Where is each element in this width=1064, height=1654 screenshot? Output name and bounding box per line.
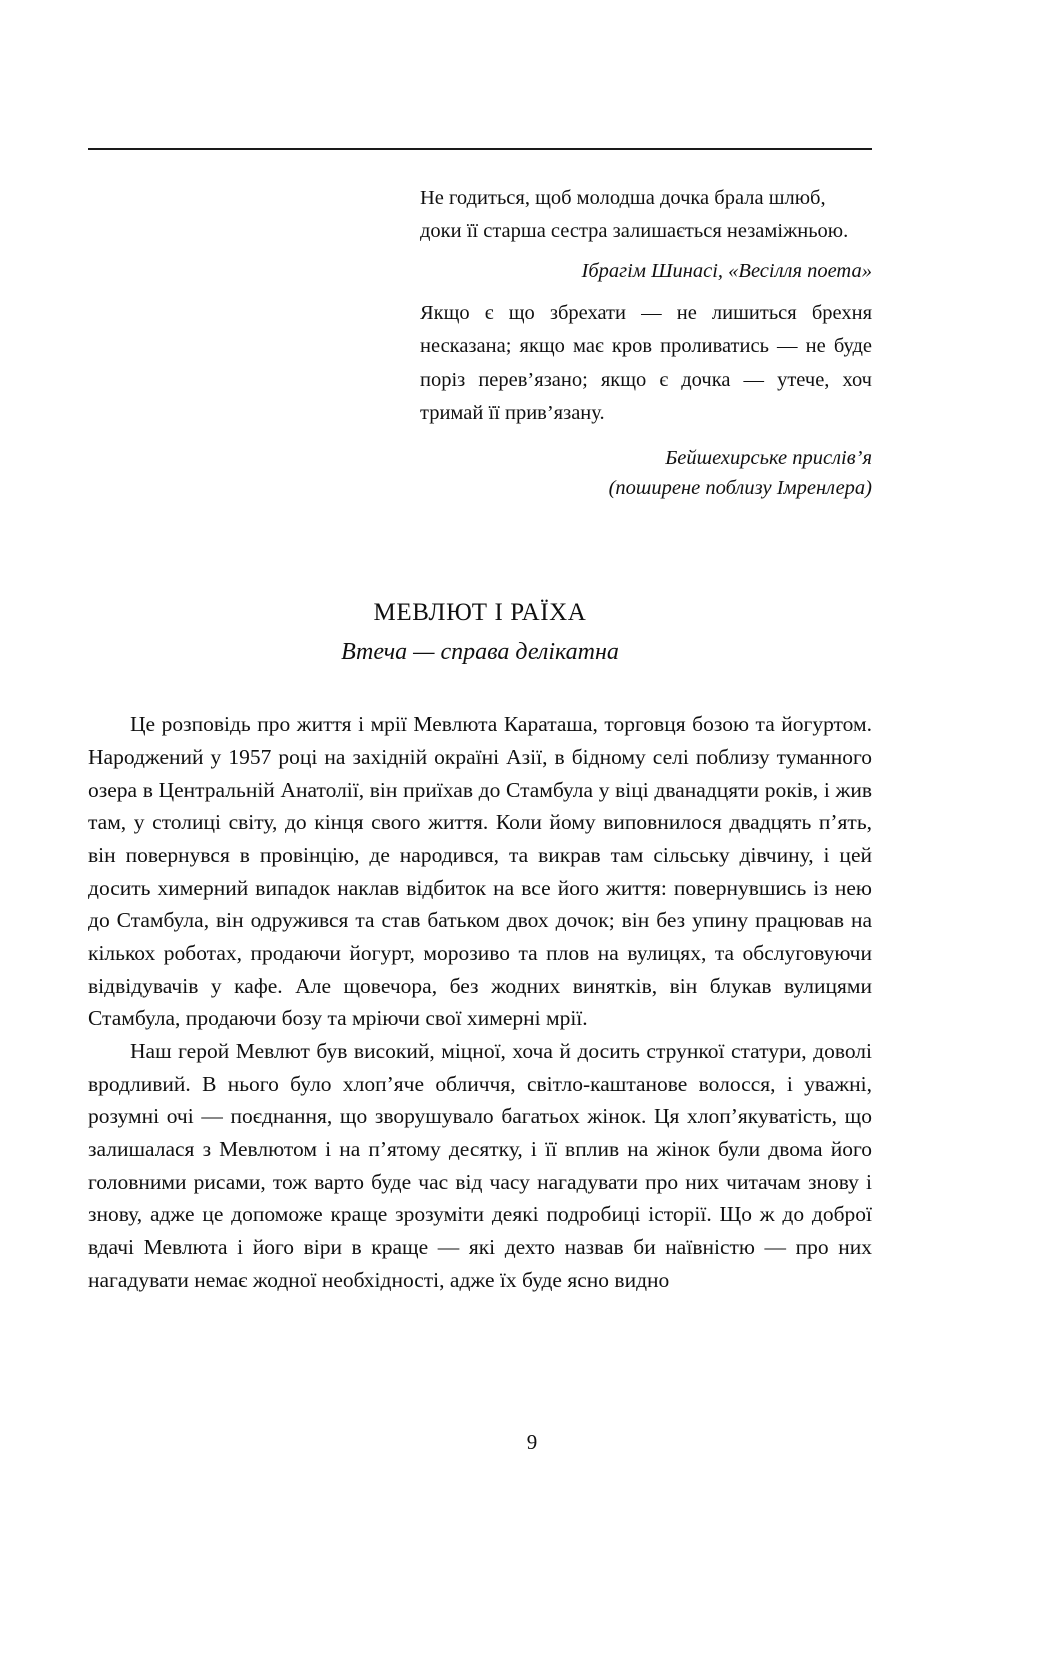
epigraph-attribution-1: Ібрагім Шинасі, «Весілля поета» (581, 260, 872, 283)
page-content (88, 182, 872, 1297)
epigraph-attribution-2-line1: Бейшехирське прислів’я (665, 446, 872, 469)
epigraph-quote-1: Не годиться, щоб молодша дочка брала шлюб, доки її старша сестра залишається незаміжньою. (420, 187, 849, 243)
epigraph-quote-2: Якщо є що збрехати — не лишиться брехня несказана; якщо має кров проливатись — не буде поріз перев’язано; якщо є дочка — утече, хоч тримай її прив’язану. (420, 302, 872, 424)
epigraph-attribution-2-line2: (поширене поблизу Імренлера) (608, 476, 872, 499)
body-paragraph-1: Це розповідь про життя і мрії Мевлюта Караташа, торговця бозою та йогуртом. Народжений у 1957 році на західній окраїні Азії, в бідному селі поблизу туманного озера в Центральній Анатолії, він приїхав до Стамбула у віці дванадцяти років, і жив там, у столиці світу, до кінця свого життя. Коли йому виповнилося двадцять п’ять, він повернувся в провінцію, де народився, та викрав там сільську дівчину, і цей досить химерний випадок наклав відбиток на все його життя: повернувшись із нею до Стамбула, він одружився та став батьком двох дочок; він без упину працював на кількох роботах, продаючи йогурт, морозиво та плов на вулицях, та обслуговуючи відвідувачів у кафе. Але щовечора, без жодних винятків, він блукав вулицями Стамбула, продаючи бозу та мріючи свої химерні мрії. (88, 712, 872, 1031)
chapter-title: МЕВЛЮТ І РАЇХА (373, 599, 587, 627)
chapter-subtitle: Втеча — справа делікатна (341, 639, 619, 666)
body-text (88, 708, 872, 1296)
body-paragraph-2: Наш герой Мевлют був високий, міцної, хоча й досить стрункої статури, доволі вродливий. В нього було хлоп’яче обличчя, світло-каштанове волосся, і уважні, розумні очі — поєднання, що зворушувало багатьох жінок. Ця хлоп’якуватість, що залишалася з Мевлютом і на п’ятому десятку, і її вплив на жінок були двома його головними рисами, тож варто буде час від часу нагадувати про них читачам знову і знову, адже це допоможе краще зрозуміти деякі подробиці історії. Що ж до доброї вдачі Мевлюта і його віри в краще — які дехто назвав би наївністю — про них нагадувати немає жодної необхідності, адже їх буде ясно видно (88, 1039, 872, 1292)
epigraph-block (420, 182, 872, 503)
chapter-heading (88, 599, 872, 666)
epigraph-attribution-2 (420, 444, 872, 503)
page-number: 9 (526, 1430, 538, 1454)
header-divider-rule (88, 148, 872, 150)
